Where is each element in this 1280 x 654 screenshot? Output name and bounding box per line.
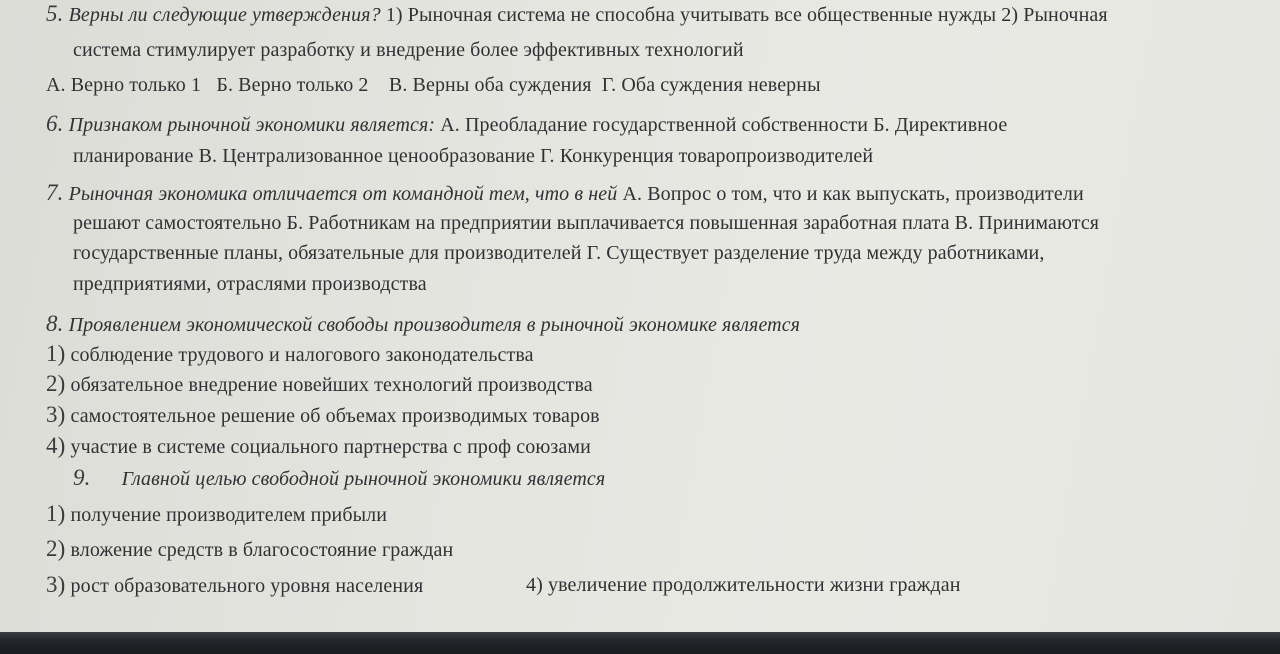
q8-prompt: Проявлением экономической свободы производителя в рыночной экономике является (68, 314, 801, 336)
q5-answers: А. Верно только 1 Б. Верно только 2 В. Верны оба суждения Г. Оба суждения неверны (46, 74, 821, 96)
q9-option-1-text: получение производителем прибыли (70, 504, 388, 526)
q8-option-2-text: обязательное внедрение новейших технологий производства (70, 374, 593, 396)
q8-number: 8. (46, 311, 64, 336)
q9-option-1-number: 1) (46, 501, 66, 526)
q9-option-2 (46, 537, 453, 562)
q9-option-1 (46, 502, 387, 527)
q8-option-4-number: 4) (46, 433, 66, 458)
q6-prompt: Признаком рыночной экономики является: (68, 114, 436, 136)
q9-option-4-text: увеличение продолжительности жизни граждан (547, 574, 961, 596)
q8-option-3-text: самостоятельное решение об объемах производимых товаров (70, 405, 600, 427)
q8-option-2 (46, 372, 593, 397)
q5-line-1 (46, 2, 1108, 27)
q9-option-3 (46, 573, 423, 598)
q8-option-4 (46, 434, 591, 459)
q9-option-4 (526, 573, 961, 597)
q9-number: 9. (73, 465, 91, 490)
q7-options-part1: А. Вопрос о том, что и как выпускать, производители (617, 183, 1084, 205)
q8-option-1-number: 1) (46, 341, 66, 366)
q9-line-1 (73, 466, 605, 491)
q7-options-part3: государственные планы, обязательные для производителей Г. Существует разделение труда между работниками, (73, 242, 1045, 264)
q7-line-1 (46, 181, 1084, 206)
q9-option-3-number: 3) (46, 572, 66, 597)
q7-prompt: Рыночная экономика отличается от командной тем, что в ней (68, 183, 618, 205)
q6-options-part1: А. Преобладание государственной собственности Б. Директивное (435, 114, 1008, 136)
q7-number: 7. (46, 180, 64, 205)
q5-statements-part2: система стимулирует разработку и внедрение более эффективных технологий (73, 39, 744, 61)
page-edge-shadow (0, 632, 1280, 654)
q6-line-1 (46, 112, 1007, 137)
q9-option-2-text: вложение средств в благосостояние граждан (70, 539, 454, 561)
q9-option-3-text: рост образовательного уровня населения (70, 575, 424, 597)
q6-options-part2: планирование В. Централизованное ценообразование Г. Конкуренция товаропроизводителей (73, 145, 874, 167)
q8-option-1 (46, 342, 534, 367)
q8-option-3 (46, 403, 600, 428)
q8-option-3-number: 3) (46, 402, 66, 427)
q5-number: 5. (46, 1, 64, 26)
q8-option-1-text: соблюдение трудового и налогового законодательства (70, 344, 534, 366)
q8-option-2-number: 2) (46, 371, 66, 396)
q6-number: 6. (46, 111, 64, 136)
q9-option-2-number: 2) (46, 536, 66, 561)
q9-option-4-number: 4) (526, 574, 543, 596)
q8-option-4-text: участие в системе социального партнерства с проф союзами (70, 436, 591, 458)
q7-options-part4: предприятиями, отраслями производства (73, 273, 427, 295)
q8-line-1 (46, 312, 800, 337)
q5-statements-part1: 1) Рыночная система не способна учитывать все общественные нужды 2) Рыночная (380, 4, 1108, 26)
q7-options-part2: решают самостоятельно Б. Работникам на предприятии выплачивается повышенная заработная плата В. Принимаются (73, 212, 1100, 234)
q5-prompt: Верны ли следующие утверждения? (68, 4, 381, 26)
q9-prompt: Главной целью свободной рыночной экономики является (121, 468, 606, 490)
